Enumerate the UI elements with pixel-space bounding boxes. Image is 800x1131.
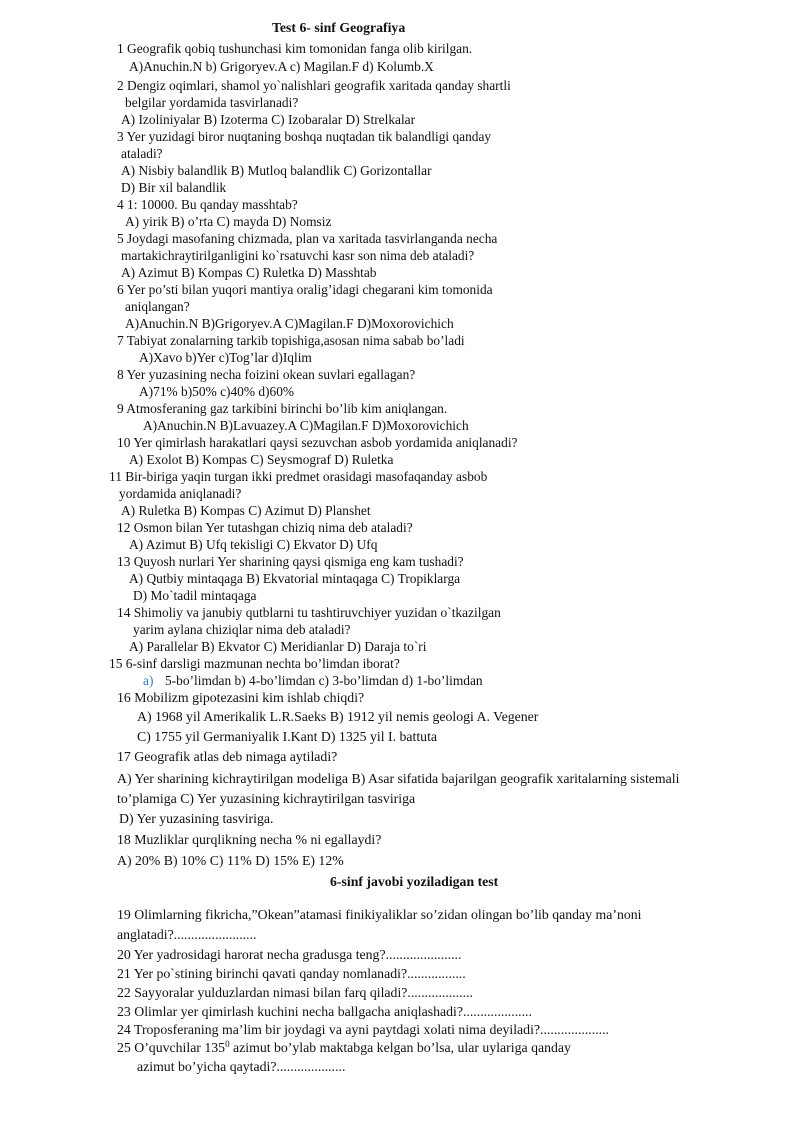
question-9-options: A)Anuchin.N B)Lavuazey.A C)Magilan.F D)Moxorovichich xyxy=(143,418,469,433)
question-5-options: A) Azimut B) Kompas C) Ruletka D) Masshtab xyxy=(121,265,377,280)
question-6-options: A)Anuchin.N B)Grigoryev.A C)Magilan.F D)Moxorovichich xyxy=(125,316,454,331)
question-25-start: 25 O’quvchilar 135 xyxy=(117,1040,226,1055)
question-6: 6 Yer po’sti bilan yuqori mantiya oralig’idagi chegarani kim tomonida xyxy=(117,282,493,297)
question-12-options: A) Azimut B) Ufq tekisligi C) Ekvator D) Ufq xyxy=(129,537,378,552)
question-2-cont: belgilar yordamida tasvirlanadi? xyxy=(125,95,299,110)
question-10: 10 Yer qimirlash harakatlari qaysi sezuvchan asbob yordamida aniqlanadi? xyxy=(117,435,518,450)
question-9: 9 Atmosferaning gaz tarkibini birinchi bo’lib kim aniqlangan. xyxy=(117,401,448,416)
question-13: 13 Quyosh nurlari Yer sharining qaysi qismiga eng kam tushadi? xyxy=(117,554,464,569)
question-16-options-2: C) 1755 yil Germaniyalik I.Kant D) 1325 yil I. battuta xyxy=(137,729,438,744)
question-14: 14 Shimoliy va janubiy qutblarni tu tashtiruvchiyer yuzidan o`tkazilgan xyxy=(117,605,501,620)
question-6-cont: aniqlangan? xyxy=(125,299,190,314)
question-24: 24 Troposferaning ma’lim bir joydagi va ayni paytdagi xolati nima deyiladi?.................... xyxy=(117,1022,610,1037)
question-16-options: A) 1968 yil Amerikalik L.R.Saeks B) 1912 yil nemis geologi A. Vegener xyxy=(137,709,539,724)
question-3-cont: ataladi? xyxy=(121,146,163,161)
question-3-options-2: D) Bir xil balandlik xyxy=(121,180,227,195)
question-25-rest: azimut bo’ylab maktabga kelgan bo’lsa, ular uylariga qanday xyxy=(229,1040,571,1055)
question-25 xyxy=(117,1040,571,1056)
question-5: 5 Joydagi masofaning chizmada, plan va xaritada tasvirlanganda necha xyxy=(117,231,498,246)
question-13-options-2: D) Mo`tadil mintaqaga xyxy=(133,588,257,603)
question-15-option-a-marker: a) xyxy=(143,673,154,688)
question-14-cont: yarim aylana chiziqlar nima deb ataladi? xyxy=(133,622,351,637)
question-17-options-3: D) Yer yuzasining tasviriga. xyxy=(119,811,274,826)
question-18-options: A) 20% B) 10% C) 11% D) 15% E) 12% xyxy=(117,853,344,868)
question-14-options: A) Parallelar B) Ekvator C) Meridianlar D) Daraja to`ri xyxy=(129,639,427,654)
section-subtitle: 6-sinf javobi yoziladigan test xyxy=(330,874,499,889)
question-3-options: A) Nisbiy balandlik B) Mutloq balandlik C) Gorizontallar xyxy=(121,163,432,178)
question-15-options: 5-bo’limdan b) 4-bo’limdan c) 3-bo’limdan d) 1-bo’limdan xyxy=(165,673,483,688)
question-21: 21 Yer po`stining birinchi qavati qanday nomlanadi?................. xyxy=(117,966,466,981)
question-2-options: A) Izoliniyalar B) Izoterma C) Izobaralar D) Strelkalar xyxy=(121,112,416,127)
question-20: 20 Yer yadrosidagi harorat necha gradusga teng?...................... xyxy=(117,947,462,962)
question-11-options: A) Ruletka B) Kompas C) Azimut D) Planshet xyxy=(121,503,371,518)
question-4: 4 1: 10000. Bu qanday masshtab? xyxy=(117,197,298,212)
question-4-options: A) yirik B) o’rta C) mayda D) Nomsiz xyxy=(125,214,332,229)
question-10-options: A) Exolot B) Kompas C) Seysmograf D) Ruletka xyxy=(129,452,394,467)
question-8-options: A)71% b)50% c)40% d)60% xyxy=(139,384,295,399)
question-19: 19 Olimlarning fikricha,”Okean”atamasi finikiyaliklar so’zidan olingan bo’lib qanday ma’noni xyxy=(117,907,642,922)
question-1: 1 Geografik qobiq tushunchasi kim tomonidan fanga olib kirilgan. xyxy=(117,41,473,56)
question-3: 3 Yer yuzidagi biror nuqtaning boshqa nuqtadan tik balandligi qanday xyxy=(117,129,492,144)
question-18: 18 Muzliklar qurqlikning necha % ni egallaydi? xyxy=(117,832,382,847)
question-13-options: A) Qutbiy mintaqaga B) Ekvatorial mintaqaga C) Tropiklarga xyxy=(129,571,461,586)
question-17-options-2: to’plamiga C) Yer yuzasining kichraytirilgan tasviriga xyxy=(117,791,416,806)
question-16: 16 Mobilizm gipotezasini kim ishlab chiqdi? xyxy=(117,690,365,705)
question-8: 8 Yer yuzasining necha foizini okean suvlari egallagan? xyxy=(117,367,416,382)
question-23: 23 Olimlar yer qimirlash kuchini necha ballgacha aniqlashadi?.................... xyxy=(117,1004,532,1019)
question-17: 17 Geografik atlas deb nimaga aytiladi? xyxy=(117,749,338,764)
question-25-cont: azimut bo’yicha qaytadi?.................... xyxy=(137,1059,346,1074)
question-11: 11 Bir-biriga yaqin turgan ikki predmet orasidagi masofaqanday asbob xyxy=(109,469,488,484)
question-19-cont: anglatadi?........................ xyxy=(117,927,257,942)
degree-superscript: 0 xyxy=(225,1039,230,1049)
question-7: 7 Tabiyat zonalarning tarkib topishiga,asosan nima sabab bo’ladi xyxy=(117,333,465,348)
question-1-options: A)Anuchin.N b) Grigoryev.A c) Magilan.F d) Kolumb.X xyxy=(129,59,434,74)
question-12: 12 Osmon bilan Yer tutashgan chiziq nima deb ataladi? xyxy=(117,520,413,535)
question-15: 15 6-sinf darsligi mazmunan nechta bo’limdan iborat? xyxy=(109,656,400,671)
question-11-cont: yordamida aniqlanadi? xyxy=(119,486,242,501)
page-title: Test 6- sinf Geografiya xyxy=(272,20,406,35)
question-22: 22 Sayyoralar yulduzlardan nimasi bilan farq qiladi?................... xyxy=(117,985,473,1000)
question-17-options: A) Yer sharining kichraytirilgan modeliga B) Asar sifatida bajarilgan geografik xaritalarning sistemali xyxy=(117,771,680,786)
question-2: 2 Dengiz oqimlari, shamol yo`nalishlari geografik xaritada qanday shartli xyxy=(117,78,511,93)
question-5-cont: martakichraytirilganligini ko`rsatuvchi kasr son nima deb ataladi? xyxy=(121,248,475,263)
question-7-options: A)Xavo b)Yer c)Tog’lar d)Iqlim xyxy=(139,350,312,365)
